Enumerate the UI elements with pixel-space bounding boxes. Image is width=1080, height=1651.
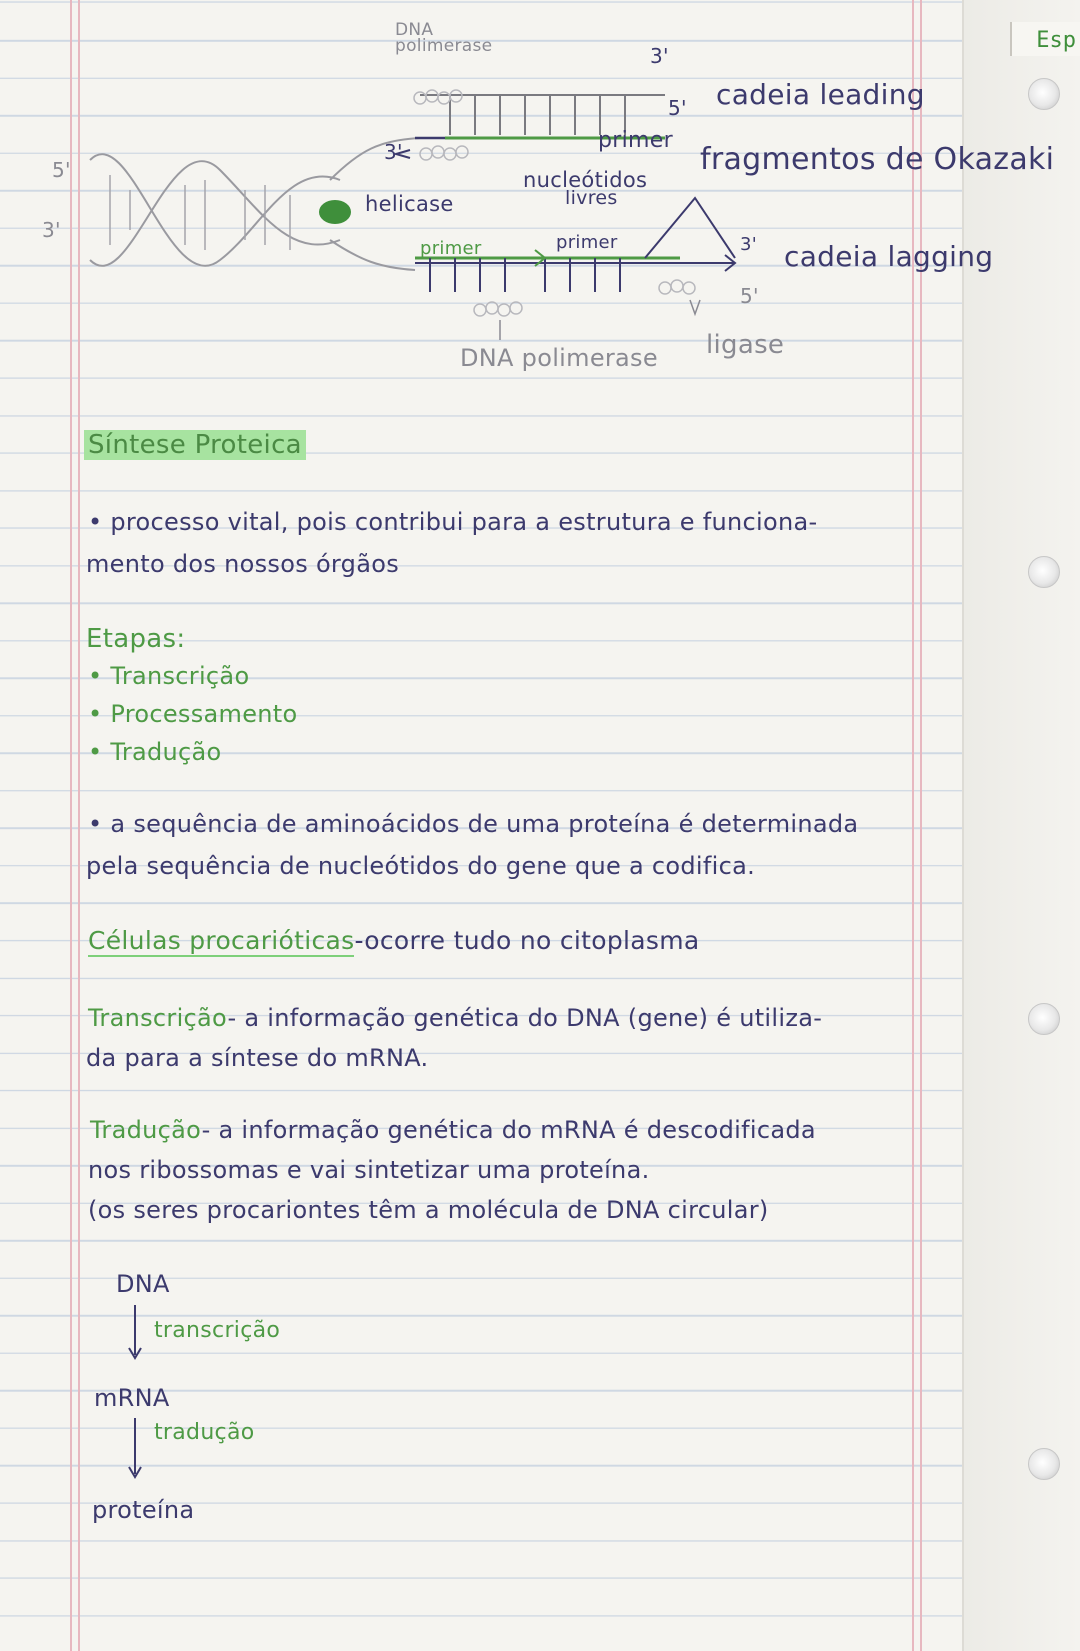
section-title: [84, 430, 306, 460]
label-5prime-far-left: 5': [52, 158, 71, 182]
okazaki-bracket: [645, 198, 735, 258]
etapas-title: Etapas:: [86, 624, 186, 654]
transcricao-line-2: da para a síntese do mRNA.: [86, 1044, 429, 1072]
procariotas-rest: -ocorre tudo no citoplasma: [354, 926, 700, 955]
flow-step-transcricao: transcrição: [154, 1318, 281, 1343]
helix-strand-1: [90, 154, 340, 266]
label-cadeia-lagging: cadeia lagging: [784, 240, 994, 273]
label-primer-top: primer: [598, 128, 673, 153]
flow-mrna: mRNA: [94, 1384, 170, 1412]
helicase-blob: [319, 200, 351, 224]
traducao-term: Tradução: [90, 1116, 202, 1144]
procariotas-heading: Células procarióticas: [88, 926, 355, 955]
flow-dna: DNA: [116, 1270, 170, 1298]
procariotas-line: [88, 926, 699, 955]
label-3prime-left: 3': [384, 140, 403, 164]
binder-hole: [1028, 1003, 1060, 1035]
sequence-line-2: pela sequência de nucleótidos do gene que a codifica.: [86, 852, 756, 880]
label-3prime-bottom: 3': [740, 234, 758, 255]
etapa-item: • Processamento: [88, 700, 298, 728]
label-primer-bottom-right: primer: [556, 232, 618, 253]
label-helicase: helicase: [365, 192, 454, 216]
fork-lower-arm: [330, 240, 415, 270]
section-title-text: Síntese Proteica: [84, 430, 306, 460]
label-ligase: ligase: [706, 330, 785, 360]
dna-polymerase-mid-icon: [420, 146, 468, 160]
fork-upper-arm: [330, 138, 420, 180]
binder-hole: [1028, 1448, 1060, 1480]
label-3prime-top: 3': [650, 44, 669, 68]
dna-polymerase-top-icon: [414, 90, 462, 104]
flow-step-traducao: tradução: [154, 1420, 255, 1445]
intro-line-2: mento dos nossos órgãos: [86, 550, 400, 578]
label-primer-bottom-left: primer: [420, 238, 482, 259]
label-cadeia-leading: cadeia leading: [716, 78, 925, 111]
divider-tab-label: Esp: [1036, 28, 1076, 53]
traducao-line-3: (os seres procariontes têm a molécula de DNA circular): [88, 1196, 769, 1224]
intro-line-1: • processo vital, pois contribui para a estrutura e funciona-: [88, 508, 818, 536]
label-dna-polymerase-bottom: DNA polimerase: [460, 344, 658, 372]
transcricao-line-1: [88, 1004, 822, 1032]
label-livres: livres: [565, 187, 618, 209]
dna-polymerase-bottom-icon: [474, 302, 522, 316]
label-5prime-top: 5': [668, 96, 687, 120]
etapa-item: • Tradução: [88, 738, 222, 766]
label-3prime-far-left: 3': [42, 218, 61, 242]
label-okazaki: fragmentos de Okazaki: [700, 142, 1055, 177]
arrow-icon: [690, 300, 700, 314]
transcricao-term: Transcrição: [88, 1004, 228, 1032]
label-5prime-bottom: 5': [740, 284, 759, 308]
ligase-icon: [659, 280, 695, 294]
sequence-line-1: • a sequência de aminoácidos de uma proteína é determinada: [88, 810, 859, 838]
flow-arrow-1-icon: [120, 1305, 150, 1363]
traducao-definition: - a informação genética do mRNA é descodificada: [201, 1116, 816, 1144]
traducao-line-1: [90, 1116, 816, 1144]
binder-hole: [1028, 556, 1060, 588]
traducao-line-2: nos ribossomas e vai sintetizar uma proteína.: [88, 1156, 650, 1184]
label-nucleotides: nucleótidos: [523, 168, 648, 192]
flow-protein: proteína: [92, 1496, 195, 1524]
helix-strand-2: [90, 161, 340, 266]
label-dna-polymerase-top: DNA polimerase: [395, 20, 493, 56]
flow-arrow-2-icon: [120, 1418, 150, 1482]
etapa-item: • Transcrição: [88, 662, 250, 690]
transcricao-definition: - a informação genética do DNA (gene) é utiliza-: [227, 1004, 823, 1032]
